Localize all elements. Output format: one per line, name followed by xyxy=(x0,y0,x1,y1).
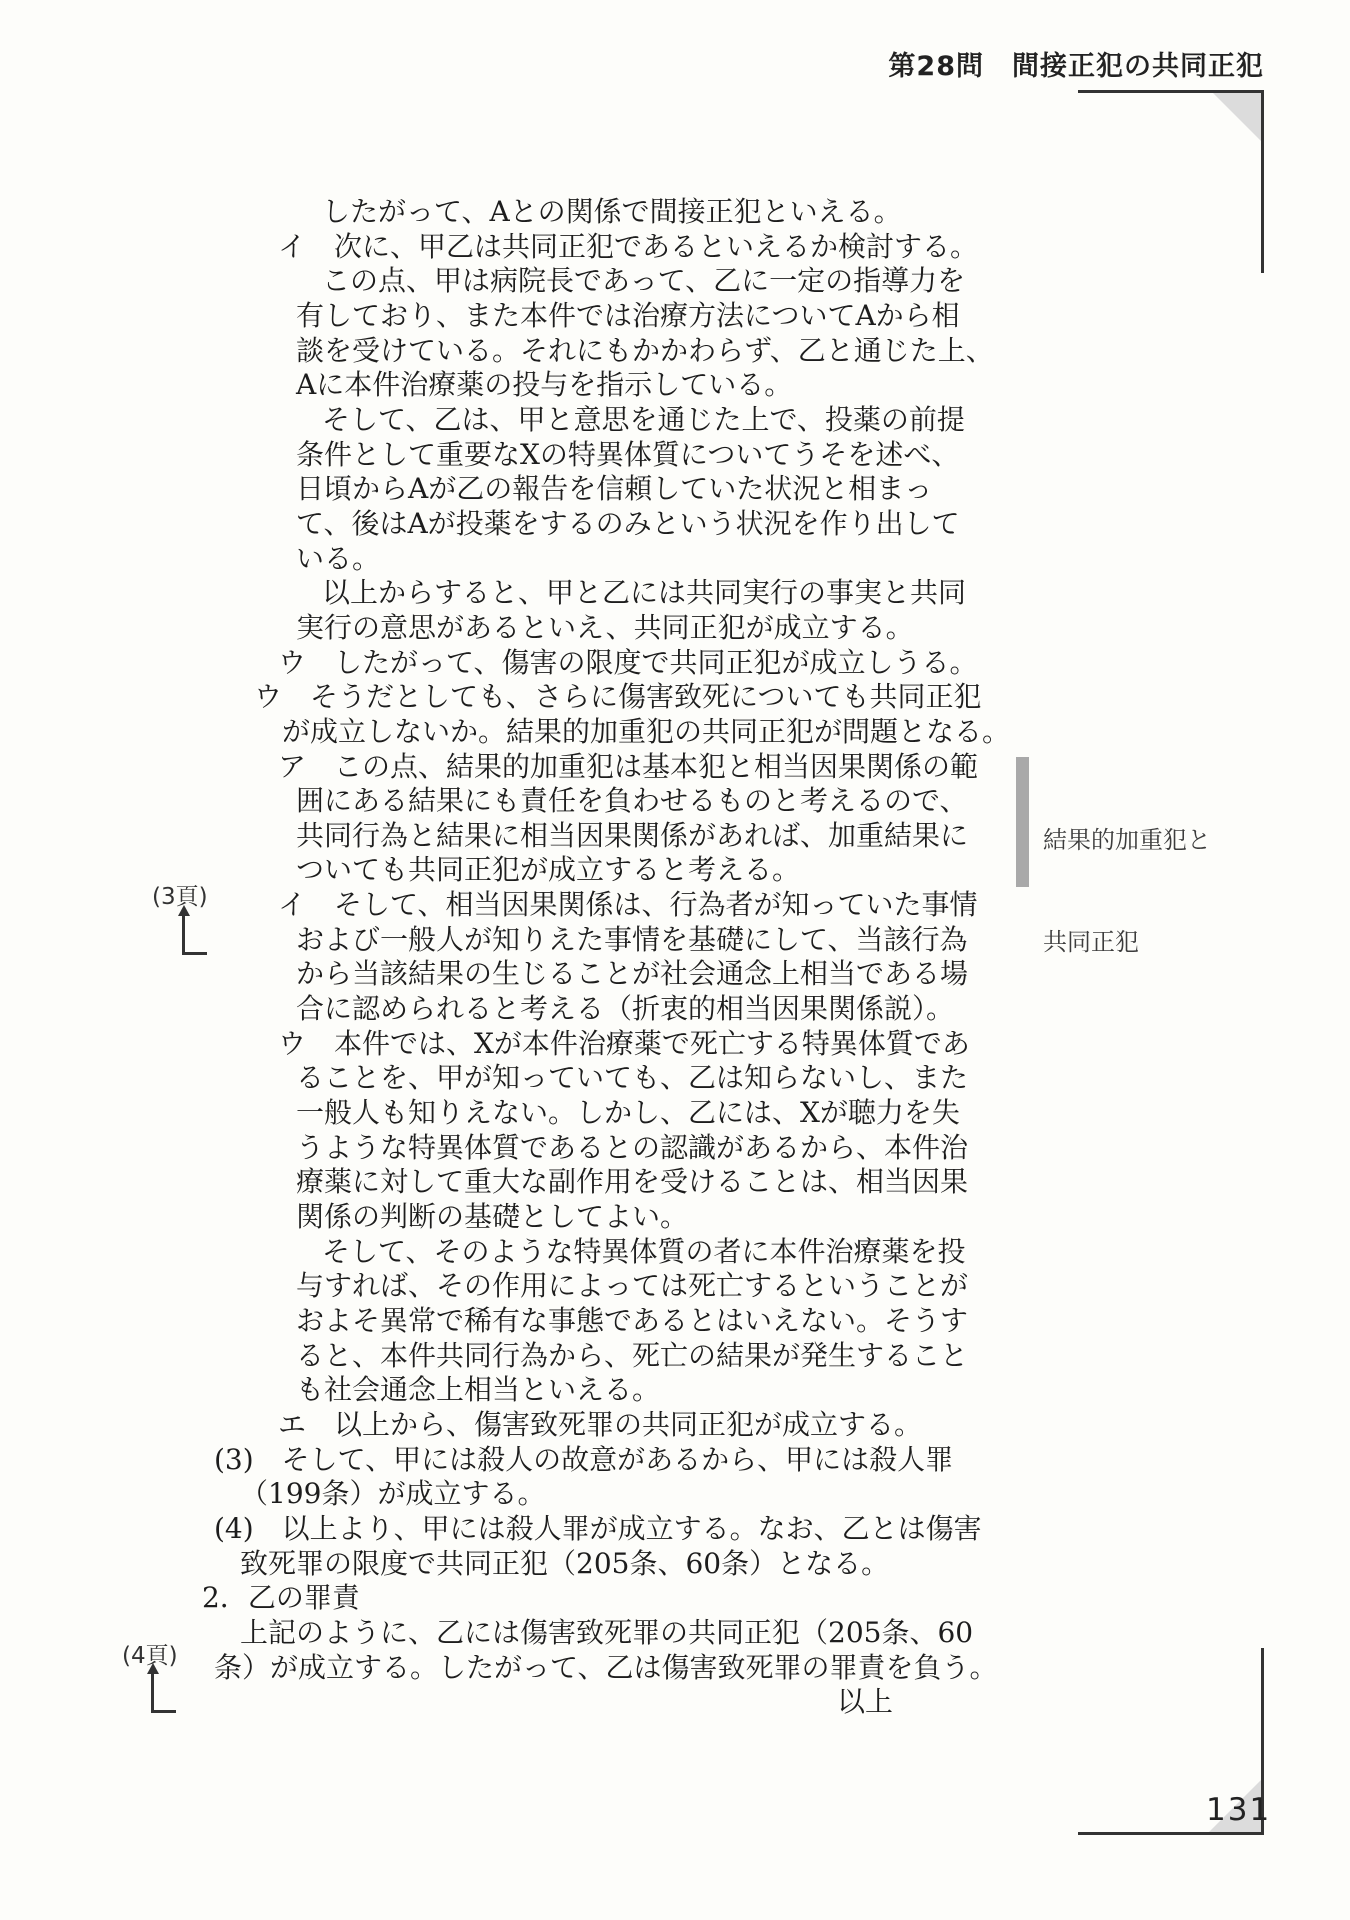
text-line: いる。 xyxy=(296,541,381,575)
top-corner-fold-triangle xyxy=(1213,93,1261,141)
text-line: 実行の意思があるといえ、共同正犯が成立する。 xyxy=(296,610,914,644)
page-ref-arrow-line xyxy=(151,1672,154,1713)
text-line: が成立しないか。結果的加重犯の共同正犯が問題となる。 xyxy=(282,714,1011,748)
text-line: 共同行為と結果に相当因果関係があれば、加重結果に xyxy=(296,818,969,852)
page-ref-label-3: (3頁) xyxy=(152,884,208,910)
text-line: 囲にある結果にも責任を負わせるものと考えるので、 xyxy=(296,784,968,818)
text-line: 以上からすると、甲と乙には共同実行の事実と共同 xyxy=(322,576,967,610)
text-line: エ 以上から、傷害致死罪の共同正犯が成立する。 xyxy=(278,1407,923,1441)
sidebar-note-line: 結果的加重犯と xyxy=(1043,826,1211,854)
text-line: ウ そうだとしても、さらに傷害致死についても共同正犯 xyxy=(254,680,982,714)
text-line: から当該結果の生じることが社会通念上相当である場 xyxy=(296,957,969,991)
text-line: イ そして、相当因果関係は、行為者が知っていた事情 xyxy=(278,888,978,922)
text-line: 有しており、また本件では治療方法についてAから相 xyxy=(296,298,960,332)
sidebar-note-line: 共同正犯 xyxy=(1043,928,1139,956)
text-line: 致死罪の限度で共同正犯（205条、60条）となる。 xyxy=(240,1546,890,1580)
text-line: ると、本件共同行為から、死亡の結果が発生すること xyxy=(296,1338,969,1372)
text-line: て、後はAが投薬をするのみという状況を作り出して xyxy=(296,506,960,540)
text-line: Aに本件治療薬の投与を指示している。 xyxy=(296,368,793,402)
text-line: 条）が成立する。したがって、乙は傷害致死罪の罪責を負う。 xyxy=(214,1650,998,1684)
text-line: そして、乙は、甲と意思を通じた上で、投薬の前提 xyxy=(322,402,965,436)
page-ref-arrow-line xyxy=(151,1710,176,1713)
text-line: および一般人が知りえた事情を基礎にして、当該行為 xyxy=(296,922,968,956)
page-header-title: 第28問 間接正犯の共同正犯 xyxy=(888,51,1264,82)
bottom-corner-rule-horizontal xyxy=(1078,1832,1264,1835)
body-text xyxy=(0,195,1015,1720)
text-line: 2．乙の罪責 xyxy=(202,1581,360,1615)
text-line: 関係の判断の基礎としてよい。 xyxy=(296,1200,689,1234)
text-line: ついても共同正犯が成立すると考える。 xyxy=(296,853,801,887)
page-number: 131 xyxy=(1206,1792,1272,1828)
text-line: ることを、甲が知っていても、乙は知らないし、また xyxy=(296,1061,969,1095)
text-line: 療薬に対して重大な副作用を受けることは、相当因果 xyxy=(296,1165,969,1199)
text-line: （199条）が成立する。 xyxy=(240,1477,546,1511)
page-ref-label-4: (4頁) xyxy=(122,1643,178,1669)
text-line: およそ異常で稀有な事態であるとはいえない。そうす xyxy=(296,1304,969,1337)
sidebar-keyword-note xyxy=(1043,755,1211,1027)
text-line: 一般人も知りえない。しかし、乙には、Xが聴力を失 xyxy=(296,1096,960,1130)
text-line: 与すれば、その作用によっては死亡するということが xyxy=(296,1269,969,1303)
text-line: 条件として重要なXの特異体質についてうそを述べ、 xyxy=(296,437,960,471)
text-line: そして、そのような特異体質の者に本件治療薬を投 xyxy=(322,1234,966,1268)
text-line: 日頃からAが乙の報告を信頼していた状況と相まっ xyxy=(296,472,933,506)
text-line: うような特異体質であるとの認識があるから、本件治 xyxy=(296,1130,969,1164)
text-line: イ 次に、甲乙は共同正犯であるといえるか検討する。 xyxy=(278,229,979,263)
text-line: も社会通念上相当といえる。 xyxy=(296,1373,661,1407)
text-line: 上記のように、乙には傷害致死罪の共同正犯（205条、60 xyxy=(240,1615,974,1649)
text-line: この点、甲は病院長であって、乙に一定の指導力を xyxy=(322,264,966,298)
text-line: したがって、Aとの関係で間接正犯といえる。 xyxy=(322,195,902,228)
text-line: (4) 以上より、甲には殺人罪が成立する。なお、乙とは傷害 xyxy=(214,1511,982,1545)
text-line: ウ 本件では、Xが本件治療薬で死亡する特異体質であ xyxy=(278,1026,970,1060)
text-line: 談を受けている。それにもかかわらず、乙と通じた上、 xyxy=(296,333,994,367)
sidebar-keyword-bar xyxy=(1016,757,1029,887)
text-line: ウ したがって、傷害の限度で共同正犯が成立しうる。 xyxy=(278,645,978,679)
text-line: (3) そして、甲には殺人の故意があるから、甲には殺人罪 xyxy=(214,1442,954,1476)
page-ref-arrow-line xyxy=(182,952,207,955)
text-line: ア この点、結果的加重犯は基本犯と相当因果関係の範 xyxy=(278,749,979,783)
top-corner-rule-vertical xyxy=(1261,90,1264,273)
text-line: 以上 xyxy=(836,1685,893,1719)
page-ref-arrow-line xyxy=(182,914,185,955)
text-line: 合に認められると考える（折衷的相当因果関係説）。 xyxy=(296,992,955,1026)
